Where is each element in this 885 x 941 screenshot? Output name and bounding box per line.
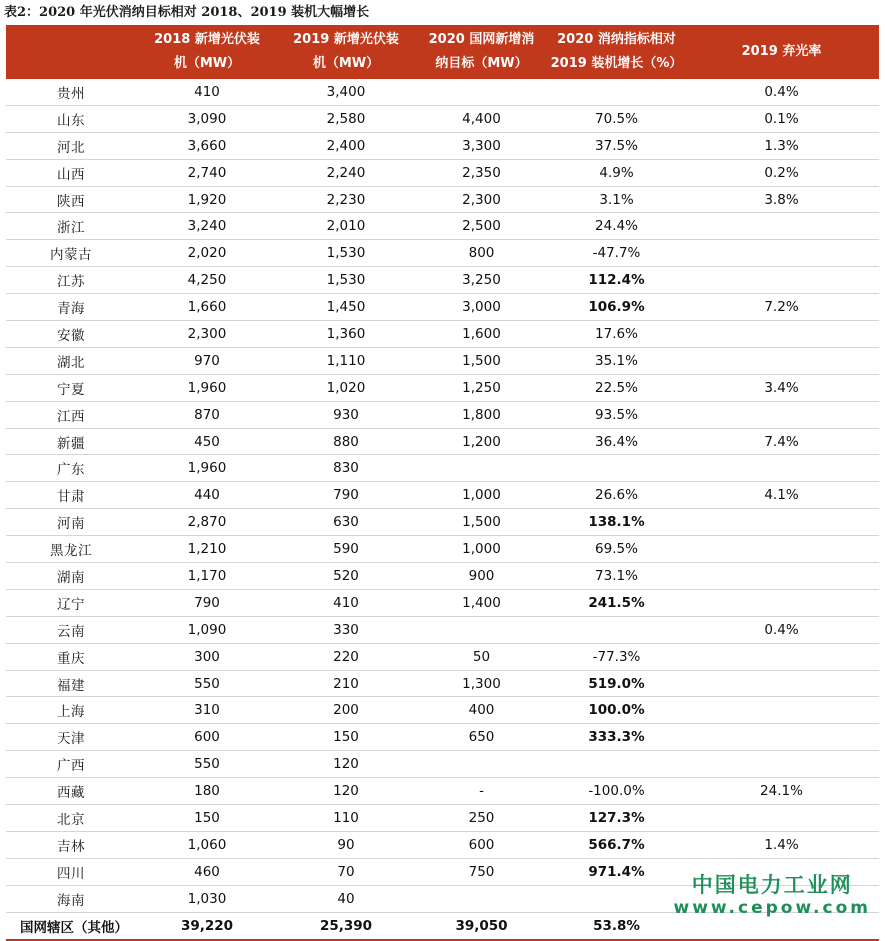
target2020-cell: 1,500 xyxy=(414,509,549,536)
target2020-cell: 3,250 xyxy=(414,267,549,294)
target2020-cell: 3,300 xyxy=(414,132,549,159)
total-mw2018-cell: 39,220 xyxy=(136,912,278,940)
province-cell: 新疆 xyxy=(6,428,136,455)
mw2018-cell: 790 xyxy=(136,589,278,616)
table-row xyxy=(6,616,879,643)
curtail-cell xyxy=(684,509,879,536)
mw2019-cell: 220 xyxy=(278,643,414,670)
target2020-cell xyxy=(414,751,549,778)
target2020-cell: 600 xyxy=(414,831,549,858)
growth-cell: -77.3% xyxy=(549,643,684,670)
table-row xyxy=(6,751,879,778)
table-row xyxy=(6,536,879,563)
header-mw2019-line1: 2019 新增光伏装 xyxy=(293,32,399,47)
province-cell: 山东 xyxy=(6,105,136,132)
curtail-cell: 1.4% xyxy=(684,831,879,858)
curtail-cell xyxy=(684,321,879,348)
table-row xyxy=(6,509,879,536)
curtail-cell: 24.1% xyxy=(684,778,879,805)
mw2018-cell: 1,660 xyxy=(136,294,278,321)
table-row xyxy=(6,643,879,670)
mw2019-cell: 1,530 xyxy=(278,267,414,294)
mw2018-cell: 550 xyxy=(136,751,278,778)
mw2019-cell: 790 xyxy=(278,482,414,509)
mw2018-cell: 1,920 xyxy=(136,186,278,213)
target2020-cell: - xyxy=(414,778,549,805)
curtail-cell xyxy=(684,455,879,482)
mw2018-cell: 600 xyxy=(136,724,278,751)
header-mw2019 xyxy=(278,25,414,79)
province-cell: 吉林 xyxy=(6,831,136,858)
mw2019-cell: 3,400 xyxy=(278,79,414,105)
mw2019-cell: 150 xyxy=(278,724,414,751)
province-cell: 云南 xyxy=(6,616,136,643)
mw2019-cell: 880 xyxy=(278,428,414,455)
province-cell: 贵州 xyxy=(6,79,136,105)
growth-cell: 3.1% xyxy=(549,186,684,213)
target2020-cell: 1,300 xyxy=(414,670,549,697)
province-cell: 北京 xyxy=(6,805,136,832)
header-growth xyxy=(549,25,684,79)
mw2018-cell: 2,740 xyxy=(136,159,278,186)
province-cell: 天津 xyxy=(6,724,136,751)
target2020-cell: 1,000 xyxy=(414,482,549,509)
table-row xyxy=(6,347,879,374)
mw2018-cell: 1,090 xyxy=(136,616,278,643)
curtail-cell xyxy=(684,401,879,428)
growth-cell: 26.6% xyxy=(549,482,684,509)
province-cell: 湖北 xyxy=(6,347,136,374)
table-row xyxy=(6,213,879,240)
province-cell: 安徽 xyxy=(6,321,136,348)
province-cell: 河北 xyxy=(6,132,136,159)
mw2018-cell: 460 xyxy=(136,858,278,885)
target2020-cell: 3,000 xyxy=(414,294,549,321)
mw2018-cell: 2,300 xyxy=(136,321,278,348)
header-province xyxy=(6,25,136,79)
mw2019-cell: 2,580 xyxy=(278,105,414,132)
growth-cell: 566.7% xyxy=(549,831,684,858)
curtail-cell: 0.1% xyxy=(684,105,879,132)
pv-data-table xyxy=(6,25,879,941)
growth-cell: 37.5% xyxy=(549,132,684,159)
target2020-cell: 900 xyxy=(414,563,549,590)
growth-cell: 106.9% xyxy=(549,294,684,321)
mw2019-cell: 2,400 xyxy=(278,132,414,159)
mw2018-cell: 550 xyxy=(136,670,278,697)
curtail-cell xyxy=(684,536,879,563)
province-cell: 重庆 xyxy=(6,643,136,670)
total-growth-cell: 53.8% xyxy=(549,912,684,940)
curtail-cell: 7.4% xyxy=(684,428,879,455)
table-row xyxy=(6,105,879,132)
province-cell: 广东 xyxy=(6,455,136,482)
mw2019-cell: 520 xyxy=(278,563,414,590)
growth-cell xyxy=(549,885,684,912)
province-cell: 内蒙古 xyxy=(6,240,136,267)
province-cell: 海南 xyxy=(6,885,136,912)
target2020-cell: 1,800 xyxy=(414,401,549,428)
mw2019-cell: 590 xyxy=(278,536,414,563)
mw2018-cell: 1,030 xyxy=(136,885,278,912)
target2020-cell: 2,350 xyxy=(414,159,549,186)
mw2019-cell: 1,530 xyxy=(278,240,414,267)
growth-cell: 112.4% xyxy=(549,267,684,294)
curtail-cell: 0.4% xyxy=(684,616,879,643)
mw2019-cell: 1,110 xyxy=(278,347,414,374)
table-row xyxy=(6,294,879,321)
header-growth-line1: 2020 消纳指标相对 xyxy=(557,32,676,47)
header-curtail xyxy=(684,25,879,79)
header-mw2018 xyxy=(136,25,278,79)
curtail-cell xyxy=(684,563,879,590)
table-row xyxy=(6,778,879,805)
mw2018-cell: 1,960 xyxy=(136,374,278,401)
mw2018-cell: 870 xyxy=(136,401,278,428)
province-cell: 浙江 xyxy=(6,213,136,240)
table-row xyxy=(6,186,879,213)
mw2019-cell: 210 xyxy=(278,670,414,697)
growth-cell: 36.4% xyxy=(549,428,684,455)
target2020-cell: 650 xyxy=(414,724,549,751)
total-target2020-cell: 39,050 xyxy=(414,912,549,940)
curtail-cell xyxy=(684,213,879,240)
mw2018-cell: 970 xyxy=(136,347,278,374)
mw2019-cell: 830 xyxy=(278,455,414,482)
province-cell: 黑龙江 xyxy=(6,536,136,563)
mw2019-cell: 70 xyxy=(278,858,414,885)
growth-cell: 241.5% xyxy=(549,589,684,616)
target2020-cell xyxy=(414,616,549,643)
curtail-cell xyxy=(684,697,879,724)
mw2018-cell: 310 xyxy=(136,697,278,724)
growth-cell: 17.6% xyxy=(549,321,684,348)
mw2018-cell: 440 xyxy=(136,482,278,509)
header-target2020-line1: 2020 国网新增消 xyxy=(428,32,535,47)
curtail-cell: 4.1% xyxy=(684,482,879,509)
header-growth-line2: 2019 装机增长（%） xyxy=(550,56,683,71)
curtail-cell: 3.8% xyxy=(684,186,879,213)
table-row xyxy=(6,321,879,348)
mw2019-cell: 120 xyxy=(278,751,414,778)
watermark-name: 中国电力工业网 xyxy=(691,873,853,897)
target2020-cell: 250 xyxy=(414,805,549,832)
province-cell: 西藏 xyxy=(6,778,136,805)
province-cell: 甘肃 xyxy=(6,482,136,509)
table-header-row xyxy=(6,25,879,79)
growth-cell: 127.3% xyxy=(549,805,684,832)
target2020-cell xyxy=(414,885,549,912)
curtail-cell xyxy=(684,347,879,374)
growth-cell: 69.5% xyxy=(549,536,684,563)
mw2019-cell: 90 xyxy=(278,831,414,858)
mw2019-cell: 1,360 xyxy=(278,321,414,348)
province-cell: 四川 xyxy=(6,858,136,885)
table-row xyxy=(6,589,879,616)
growth-cell: 100.0% xyxy=(549,697,684,724)
table-row xyxy=(6,697,879,724)
target2020-cell: 1,000 xyxy=(414,536,549,563)
growth-cell: 70.5% xyxy=(549,105,684,132)
site-watermark xyxy=(674,872,872,918)
mw2018-cell: 3,240 xyxy=(136,213,278,240)
province-cell: 福建 xyxy=(6,670,136,697)
mw2019-cell: 930 xyxy=(278,401,414,428)
curtail-cell xyxy=(684,751,879,778)
watermark-url: www.cepow.com xyxy=(673,898,871,918)
target2020-cell: 1,200 xyxy=(414,428,549,455)
target2020-cell: 2,300 xyxy=(414,186,549,213)
mw2019-cell: 200 xyxy=(278,697,414,724)
curtail-cell xyxy=(684,240,879,267)
growth-cell: 971.4% xyxy=(549,858,684,885)
mw2019-cell: 330 xyxy=(278,616,414,643)
table-caption: 表2：2020 年光伏消纳目标相对 2018、2019 装机大幅增长 xyxy=(4,5,370,20)
curtail-cell xyxy=(684,670,879,697)
mw2019-cell: 2,010 xyxy=(278,213,414,240)
total-province-cell: 国网辖区（其他） xyxy=(6,912,136,940)
total-mw2019-cell: 25,390 xyxy=(278,912,414,940)
table-row xyxy=(6,428,879,455)
target2020-cell: 800 xyxy=(414,240,549,267)
target2020-cell: 1,600 xyxy=(414,321,549,348)
mw2019-cell: 1,020 xyxy=(278,374,414,401)
growth-cell: -47.7% xyxy=(549,240,684,267)
target2020-cell xyxy=(414,455,549,482)
province-cell: 江苏 xyxy=(6,267,136,294)
target2020-cell: 1,500 xyxy=(414,347,549,374)
growth-cell: 24.4% xyxy=(549,213,684,240)
table-row xyxy=(6,79,879,105)
mw2019-cell: 2,240 xyxy=(278,159,414,186)
province-cell: 山西 xyxy=(6,159,136,186)
header-mw2018-line1: 2018 新增光伏装 xyxy=(154,32,260,47)
mw2018-cell: 2,870 xyxy=(136,509,278,536)
table-row xyxy=(6,724,879,751)
growth-cell xyxy=(549,455,684,482)
mw2018-cell: 2,020 xyxy=(136,240,278,267)
mw2019-cell: 630 xyxy=(278,509,414,536)
growth-cell: 93.5% xyxy=(549,401,684,428)
header-target2020-line2: 纳目标（MW） xyxy=(435,56,528,71)
growth-cell: 35.1% xyxy=(549,347,684,374)
curtail-cell: 7.2% xyxy=(684,294,879,321)
curtail-cell xyxy=(684,724,879,751)
curtail-cell xyxy=(684,589,879,616)
curtail-cell xyxy=(684,267,879,294)
growth-cell: 4.9% xyxy=(549,159,684,186)
mw2018-cell: 1,210 xyxy=(136,536,278,563)
mw2018-cell: 4,250 xyxy=(136,267,278,294)
target2020-cell: 750 xyxy=(414,858,549,885)
province-cell: 江西 xyxy=(6,401,136,428)
target2020-cell xyxy=(414,79,549,105)
province-cell: 辽宁 xyxy=(6,589,136,616)
table-row xyxy=(6,482,879,509)
target2020-cell: 50 xyxy=(414,643,549,670)
table-row xyxy=(6,240,879,267)
header-curtail-line1: 2019 弃光率 xyxy=(741,44,822,59)
mw2019-cell: 40 xyxy=(278,885,414,912)
table-row xyxy=(6,159,879,186)
table-row xyxy=(6,670,879,697)
table-row xyxy=(6,374,879,401)
table-row xyxy=(6,831,879,858)
mw2018-cell: 410 xyxy=(136,79,278,105)
growth-cell: 22.5% xyxy=(549,374,684,401)
mw2018-cell: 1,170 xyxy=(136,563,278,590)
province-cell: 河南 xyxy=(6,509,136,536)
header-target2020 xyxy=(414,25,549,79)
target2020-cell: 2,500 xyxy=(414,213,549,240)
growth-cell: 519.0% xyxy=(549,670,684,697)
table-row xyxy=(6,563,879,590)
mw2019-cell: 2,230 xyxy=(278,186,414,213)
header-mw2019-line2: 机（MW） xyxy=(312,56,380,71)
province-cell: 广西 xyxy=(6,751,136,778)
mw2018-cell: 3,660 xyxy=(136,132,278,159)
mw2019-cell: 120 xyxy=(278,778,414,805)
mw2018-cell: 150 xyxy=(136,805,278,832)
mw2018-cell: 3,090 xyxy=(136,105,278,132)
target2020-cell: 4,400 xyxy=(414,105,549,132)
target2020-cell: 1,400 xyxy=(414,589,549,616)
curtail-cell: 3.4% xyxy=(684,374,879,401)
table-row xyxy=(6,455,879,482)
mw2018-cell: 180 xyxy=(136,778,278,805)
growth-cell xyxy=(549,79,684,105)
mw2019-cell: 1,450 xyxy=(278,294,414,321)
province-cell: 湖南 xyxy=(6,563,136,590)
growth-cell xyxy=(549,616,684,643)
target2020-cell: 400 xyxy=(414,697,549,724)
growth-cell: 73.1% xyxy=(549,563,684,590)
table-row xyxy=(6,132,879,159)
mw2018-cell: 300 xyxy=(136,643,278,670)
growth-cell: 138.1% xyxy=(549,509,684,536)
target2020-cell: 1,250 xyxy=(414,374,549,401)
table-row xyxy=(6,805,879,832)
mw2019-cell: 110 xyxy=(278,805,414,832)
growth-cell: 333.3% xyxy=(549,724,684,751)
province-cell: 宁夏 xyxy=(6,374,136,401)
curtail-cell: 0.2% xyxy=(684,159,879,186)
curtail-cell: 1.3% xyxy=(684,132,879,159)
province-cell: 陕西 xyxy=(6,186,136,213)
growth-cell: -100.0% xyxy=(549,778,684,805)
curtail-cell xyxy=(684,805,879,832)
curtail-cell: 0.4% xyxy=(684,79,879,105)
province-cell: 上海 xyxy=(6,697,136,724)
curtail-cell xyxy=(684,643,879,670)
growth-cell xyxy=(549,751,684,778)
mw2018-cell: 1,060 xyxy=(136,831,278,858)
table-row xyxy=(6,401,879,428)
mw2018-cell: 450 xyxy=(136,428,278,455)
province-cell: 青海 xyxy=(6,294,136,321)
table-body xyxy=(6,79,879,912)
mw2018-cell: 1,960 xyxy=(136,455,278,482)
table-row xyxy=(6,267,879,294)
header-mw2018-line2: 机（MW） xyxy=(173,56,241,71)
mw2019-cell: 410 xyxy=(278,589,414,616)
